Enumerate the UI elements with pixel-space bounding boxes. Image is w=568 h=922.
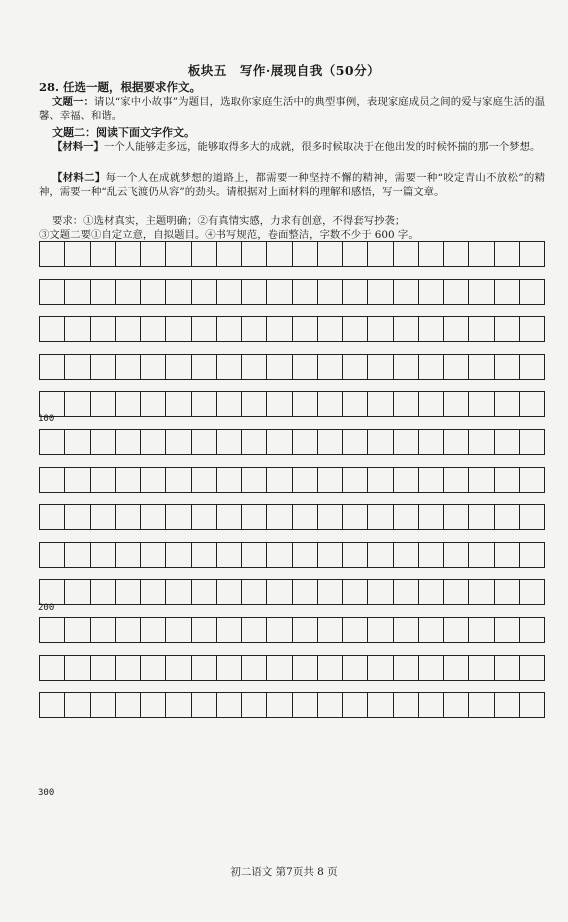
grid-cell[interactable]: [192, 468, 217, 492]
grid-cell[interactable]: [217, 693, 242, 717]
grid-row: [39, 579, 545, 605]
grid-cell[interactable]: [343, 543, 368, 567]
grid-cell[interactable]: [419, 693, 444, 717]
grid-cell[interactable]: [91, 580, 116, 604]
grid-cell[interactable]: [520, 618, 545, 642]
grid-cell[interactable]: [444, 392, 469, 416]
grid-cell[interactable]: [192, 543, 217, 567]
grid-cell[interactable]: [267, 505, 292, 529]
grid-cell[interactable]: [65, 543, 90, 567]
grid-cell[interactable]: [192, 505, 217, 529]
grid-cell[interactable]: [217, 468, 242, 492]
grid-cell[interactable]: [166, 280, 191, 304]
grid-cell[interactable]: [242, 280, 267, 304]
grid-cell[interactable]: [520, 468, 545, 492]
grid-cell[interactable]: [242, 505, 267, 529]
grid-cell[interactable]: [242, 618, 267, 642]
grid-cell[interactable]: [520, 656, 545, 680]
grid-cell[interactable]: [318, 543, 343, 567]
grid-cell[interactable]: [166, 693, 191, 717]
grid-cell[interactable]: [469, 430, 494, 454]
grid-cell[interactable]: [495, 430, 520, 454]
word-count-marker-300: 300: [38, 788, 55, 798]
grid-cell[interactable]: [166, 543, 191, 567]
grid-cell[interactable]: [40, 468, 65, 492]
grid-cell[interactable]: [419, 656, 444, 680]
grid-cell[interactable]: [343, 280, 368, 304]
material-two-label: 【材料二】: [52, 172, 106, 184]
grid-row: [39, 692, 545, 718]
grid-cell[interactable]: [217, 656, 242, 680]
grid-cell[interactable]: [141, 693, 166, 717]
grid-cell[interactable]: [343, 392, 368, 416]
grid-cell[interactable]: [65, 618, 90, 642]
grid-cell[interactable]: [293, 355, 318, 379]
grid-cell[interactable]: [495, 618, 520, 642]
grid-cell[interactable]: [192, 618, 217, 642]
grid-cell[interactable]: [116, 543, 141, 567]
grid-cell[interactable]: [65, 280, 90, 304]
grid-cell[interactable]: [444, 242, 469, 266]
topic-one-text: 请以“家中小故事”为题目，选取你家庭生活中的典型事例，表现家庭成员之间的爱与家庭生活的温馨、幸福、和谐。: [39, 96, 545, 122]
grid-cell[interactable]: [141, 280, 166, 304]
grid-cell[interactable]: [444, 543, 469, 567]
grid-cell[interactable]: [469, 656, 494, 680]
grid-cell[interactable]: [293, 430, 318, 454]
grid-cell[interactable]: [267, 656, 292, 680]
grid-cell[interactable]: [419, 280, 444, 304]
grid-row: [39, 279, 545, 305]
grid-cell[interactable]: [469, 242, 494, 266]
grid-cell[interactable]: [469, 355, 494, 379]
grid-cell[interactable]: [419, 242, 444, 266]
grid-cell[interactable]: [91, 656, 116, 680]
grid-cell[interactable]: [242, 693, 267, 717]
topic-one: [39, 96, 545, 123]
grid-cell[interactable]: [419, 355, 444, 379]
grid-cell[interactable]: [40, 430, 65, 454]
grid-cell[interactable]: [166, 618, 191, 642]
grid-cell[interactable]: [116, 280, 141, 304]
grid-cell[interactable]: [520, 430, 545, 454]
grid-cell[interactable]: [318, 505, 343, 529]
grid-cell[interactable]: [217, 430, 242, 454]
grid-cell[interactable]: [40, 280, 65, 304]
grid-cell[interactable]: [318, 580, 343, 604]
grid-cell[interactable]: [394, 656, 419, 680]
grid-cell[interactable]: [419, 392, 444, 416]
grid-cell[interactable]: [444, 618, 469, 642]
grid-cell[interactable]: [343, 317, 368, 341]
grid-row: [39, 391, 545, 417]
grid-cell[interactable]: [394, 468, 419, 492]
grid-cell[interactable]: [368, 392, 393, 416]
material-one-text: 一个人能够走多远，能够取得多大的成就，很多时候取决于在他出发的时候怀揣的那一个梦想。: [103, 141, 541, 153]
grid-cell[interactable]: [293, 505, 318, 529]
grid-cell[interactable]: [520, 580, 545, 604]
grid-cell[interactable]: [368, 355, 393, 379]
grid-cell[interactable]: [166, 580, 191, 604]
page-footer: 初二语文 第7页共 8 页: [230, 866, 338, 878]
grid-cell[interactable]: [267, 693, 292, 717]
material-one: [39, 141, 545, 155]
grid-cell[interactable]: [116, 693, 141, 717]
grid-cell[interactable]: [444, 355, 469, 379]
grid-cell[interactable]: [419, 580, 444, 604]
grid-cell[interactable]: [192, 656, 217, 680]
grid-cell[interactable]: [394, 693, 419, 717]
grid-cell[interactable]: [141, 355, 166, 379]
grid-cell[interactable]: [40, 618, 65, 642]
grid-cell[interactable]: [267, 543, 292, 567]
material-two-text: 每一个人在成就梦想的道路上，都需要一种坚持不懈的精神，需要一种“咬定青山不放松”的精神，需要一种“乱云飞渡仍从容”的劲头。请根据对上面材料的理解和感悟，写一篇文章。: [39, 172, 545, 198]
grid-cell[interactable]: [469, 392, 494, 416]
grid-cell[interactable]: [65, 505, 90, 529]
grid-cell[interactable]: [520, 392, 545, 416]
grid-cell[interactable]: [368, 618, 393, 642]
grid-cell[interactable]: [394, 505, 419, 529]
grid-cell[interactable]: [495, 656, 520, 680]
grid-cell[interactable]: [116, 242, 141, 266]
grid-cell[interactable]: [444, 693, 469, 717]
grid-row: [39, 316, 545, 342]
grid-cell[interactable]: [141, 430, 166, 454]
grid-cell[interactable]: [318, 618, 343, 642]
grid-cell[interactable]: [40, 580, 65, 604]
grid-cell[interactable]: [40, 543, 65, 567]
grid-cell[interactable]: [293, 280, 318, 304]
grid-cell[interactable]: [267, 355, 292, 379]
grid-cell[interactable]: [242, 468, 267, 492]
grid-cell[interactable]: [343, 618, 368, 642]
grid-cell[interactable]: [217, 280, 242, 304]
grid-row: [39, 354, 545, 380]
grid-cell[interactable]: [343, 580, 368, 604]
grid-cell[interactable]: [192, 280, 217, 304]
grid-cell[interactable]: [520, 505, 545, 529]
grid-cell[interactable]: [192, 242, 217, 266]
grid-cell[interactable]: [495, 242, 520, 266]
grid-cell[interactable]: [91, 505, 116, 529]
grid-cell[interactable]: [293, 468, 318, 492]
grid-cell[interactable]: [166, 468, 191, 492]
grid-cell[interactable]: [141, 543, 166, 567]
grid-cell[interactable]: [192, 430, 217, 454]
grid-cell[interactable]: [267, 242, 292, 266]
grid-cell[interactable]: [40, 242, 65, 266]
grid-cell[interactable]: [318, 656, 343, 680]
grid-cell[interactable]: [368, 580, 393, 604]
material-two: [39, 172, 545, 199]
grid-cell[interactable]: [394, 242, 419, 266]
grid-cell[interactable]: [192, 580, 217, 604]
grid-cell[interactable]: [65, 580, 90, 604]
material-one-label: 【材料一】: [52, 141, 104, 153]
grid-cell[interactable]: [141, 580, 166, 604]
grid-cell[interactable]: [394, 355, 419, 379]
grid-cell[interactable]: [368, 317, 393, 341]
grid-cell[interactable]: [166, 430, 191, 454]
grid-cell[interactable]: [495, 580, 520, 604]
grid-cell[interactable]: [318, 280, 343, 304]
grid-row: [39, 429, 545, 455]
grid-cell[interactable]: [267, 317, 292, 341]
grid-cell[interactable]: [368, 693, 393, 717]
grid-cell[interactable]: [495, 693, 520, 717]
grid-cell[interactable]: [242, 355, 267, 379]
grid-cell[interactable]: [318, 430, 343, 454]
grid-cell[interactable]: [166, 392, 191, 416]
grid-cell[interactable]: [65, 430, 90, 454]
grid-cell[interactable]: [520, 242, 545, 266]
grid-cell[interactable]: [65, 468, 90, 492]
grid-cell[interactable]: [520, 317, 545, 341]
grid-cell[interactable]: [116, 392, 141, 416]
grid-cell[interactable]: [318, 355, 343, 379]
grid-cell[interactable]: [91, 242, 116, 266]
grid-cell[interactable]: [368, 242, 393, 266]
grid-cell[interactable]: [394, 317, 419, 341]
grid-cell[interactable]: [368, 280, 393, 304]
grid-cell[interactable]: [65, 242, 90, 266]
grid-cell[interactable]: [469, 618, 494, 642]
grid-cell[interactable]: [520, 543, 545, 567]
grid-cell[interactable]: [65, 656, 90, 680]
grid-cell[interactable]: [318, 392, 343, 416]
grid-cell[interactable]: [495, 543, 520, 567]
grid-cell[interactable]: [217, 242, 242, 266]
grid-cell[interactable]: [217, 355, 242, 379]
grid-cell[interactable]: [166, 656, 191, 680]
grid-cell[interactable]: [293, 392, 318, 416]
grid-cell[interactable]: [495, 392, 520, 416]
grid-cell[interactable]: [495, 280, 520, 304]
grid-row: [39, 655, 545, 681]
grid-cell[interactable]: [267, 468, 292, 492]
grid-cell[interactable]: [91, 355, 116, 379]
grid-cell[interactable]: [318, 468, 343, 492]
grid-cell[interactable]: [293, 543, 318, 567]
grid-cell[interactable]: [444, 317, 469, 341]
grid-cell[interactable]: [217, 505, 242, 529]
grid-cell[interactable]: [242, 317, 267, 341]
grid-cell[interactable]: [267, 280, 292, 304]
grid-cell[interactable]: [40, 317, 65, 341]
grid-cell[interactable]: [166, 242, 191, 266]
grid-cell[interactable]: [394, 580, 419, 604]
grid-cell[interactable]: [343, 693, 368, 717]
grid-cell[interactable]: [141, 317, 166, 341]
grid-cell[interactable]: [469, 693, 494, 717]
grid-row: [39, 467, 545, 493]
grid-cell[interactable]: [91, 317, 116, 341]
grid-cell[interactable]: [520, 280, 545, 304]
grid-cell[interactable]: [192, 317, 217, 341]
grid-cell[interactable]: [267, 618, 292, 642]
grid-cell[interactable]: [343, 430, 368, 454]
grid-cell[interactable]: [444, 505, 469, 529]
grid-cell[interactable]: [217, 392, 242, 416]
grid-cell[interactable]: [166, 355, 191, 379]
grid-cell[interactable]: [469, 543, 494, 567]
grid-cell[interactable]: [65, 317, 90, 341]
grid-cell[interactable]: [116, 656, 141, 680]
grid-cell[interactable]: [242, 242, 267, 266]
grid-cell[interactable]: [469, 317, 494, 341]
grid-cell[interactable]: [394, 430, 419, 454]
grid-cell[interactable]: [242, 580, 267, 604]
grid-cell[interactable]: [116, 430, 141, 454]
question-heading: 28. 任选一题，根据要求作文。: [39, 80, 202, 94]
grid-cell[interactable]: [520, 693, 545, 717]
grid-cell[interactable]: [65, 355, 90, 379]
grid-cell[interactable]: [267, 392, 292, 416]
grid-cell[interactable]: [318, 242, 343, 266]
grid-cell[interactable]: [40, 656, 65, 680]
grid-cell[interactable]: [444, 430, 469, 454]
grid-cell[interactable]: [368, 468, 393, 492]
grid-cell[interactable]: [116, 317, 141, 341]
grid-cell[interactable]: [217, 543, 242, 567]
requirements-line-two: ③文题二要①自定立意，自拟题目。④书写规范，卷面整洁，字数不少于 600 字。: [39, 229, 419, 241]
grid-cell[interactable]: [394, 543, 419, 567]
grid-cell[interactable]: [217, 317, 242, 341]
grid-cell[interactable]: [444, 280, 469, 304]
grid-cell[interactable]: [91, 618, 116, 642]
grid-cell[interactable]: [419, 317, 444, 341]
grid-cell[interactable]: [65, 693, 90, 717]
grid-cell[interactable]: [141, 656, 166, 680]
grid-cell[interactable]: [343, 468, 368, 492]
grid-cell[interactable]: [242, 392, 267, 416]
grid-cell[interactable]: [394, 280, 419, 304]
section-title: 板块五 写作·展现自我（50分）: [187, 63, 381, 78]
grid-cell[interactable]: [293, 693, 318, 717]
grid-cell[interactable]: [166, 317, 191, 341]
topic-one-label: 文题一：: [52, 96, 94, 108]
grid-cell[interactable]: [116, 580, 141, 604]
grid-row: [39, 542, 545, 568]
word-count-marker-200: 200: [38, 603, 55, 613]
grid-cell[interactable]: [368, 656, 393, 680]
grid-cell[interactable]: [469, 280, 494, 304]
grid-cell[interactable]: [192, 392, 217, 416]
grid-cell[interactable]: [242, 430, 267, 454]
grid-cell[interactable]: [419, 543, 444, 567]
grid-cell[interactable]: [469, 580, 494, 604]
grid-cell[interactable]: [40, 355, 65, 379]
grid-cell[interactable]: [495, 317, 520, 341]
grid-cell[interactable]: [495, 355, 520, 379]
grid-cell[interactable]: [444, 468, 469, 492]
grid-cell[interactable]: [267, 430, 292, 454]
grid-cell[interactable]: [419, 430, 444, 454]
word-count-marker-100: 100: [38, 414, 55, 424]
grid-cell[interactable]: [192, 693, 217, 717]
grid-cell[interactable]: [116, 618, 141, 642]
grid-cell[interactable]: [141, 618, 166, 642]
grid-cell[interactable]: [166, 505, 191, 529]
grid-cell[interactable]: [116, 505, 141, 529]
grid-cell[interactable]: [394, 392, 419, 416]
grid-cell[interactable]: [343, 505, 368, 529]
grid-cell[interactable]: [293, 242, 318, 266]
topic-two-heading: 文题二：阅读下面文字作文。: [52, 126, 195, 139]
grid-cell[interactable]: [91, 280, 116, 304]
grid-cell[interactable]: [343, 242, 368, 266]
grid-cell[interactable]: [116, 468, 141, 492]
grid-cell[interactable]: [141, 468, 166, 492]
grid-cell[interactable]: [40, 392, 65, 416]
grid-cell[interactable]: [444, 656, 469, 680]
grid-cell[interactable]: [469, 505, 494, 529]
grid-cell[interactable]: [520, 355, 545, 379]
grid-cell[interactable]: [343, 355, 368, 379]
grid-cell[interactable]: [91, 430, 116, 454]
grid-cell[interactable]: [419, 618, 444, 642]
grid-row: [39, 504, 545, 530]
grid-cell[interactable]: [293, 618, 318, 642]
grid-cell[interactable]: [368, 430, 393, 454]
grid-cell[interactable]: [141, 505, 166, 529]
grid-cell[interactable]: [343, 656, 368, 680]
requirements-line-one: 要求：①选材真实，主题明确；②有真情实感，力求有创意，不得套写抄袭；: [52, 215, 406, 227]
grid-cell[interactable]: [495, 505, 520, 529]
grid-cell[interactable]: [368, 505, 393, 529]
grid-cell[interactable]: [368, 543, 393, 567]
grid-cell[interactable]: [394, 618, 419, 642]
grid-cell[interactable]: [293, 317, 318, 341]
grid-cell[interactable]: [469, 468, 494, 492]
grid-cell[interactable]: [65, 392, 90, 416]
grid-cell[interactable]: [419, 505, 444, 529]
grid-cell[interactable]: [293, 580, 318, 604]
grid-cell[interactable]: [91, 543, 116, 567]
grid-cell[interactable]: [293, 656, 318, 680]
grid-cell[interactable]: [242, 656, 267, 680]
grid-cell[interactable]: [444, 580, 469, 604]
grid-cell[interactable]: [217, 580, 242, 604]
grid-row: [39, 241, 545, 267]
grid-cell[interactable]: [40, 505, 65, 529]
grid-cell[interactable]: [242, 543, 267, 567]
grid-cell[interactable]: [91, 468, 116, 492]
grid-cell[interactable]: [318, 693, 343, 717]
grid-row: [39, 617, 545, 643]
grid-cell[interactable]: [495, 468, 520, 492]
grid-cell[interactable]: [116, 355, 141, 379]
grid-cell[interactable]: [141, 392, 166, 416]
grid-cell[interactable]: [40, 693, 65, 717]
grid-cell[interactable]: [419, 468, 444, 492]
grid-cell[interactable]: [91, 392, 116, 416]
grid-cell[interactable]: [192, 355, 217, 379]
grid-cell[interactable]: [91, 693, 116, 717]
grid-cell[interactable]: [141, 242, 166, 266]
grid-cell[interactable]: [267, 580, 292, 604]
grid-cell[interactable]: [217, 618, 242, 642]
grid-cell[interactable]: [318, 317, 343, 341]
